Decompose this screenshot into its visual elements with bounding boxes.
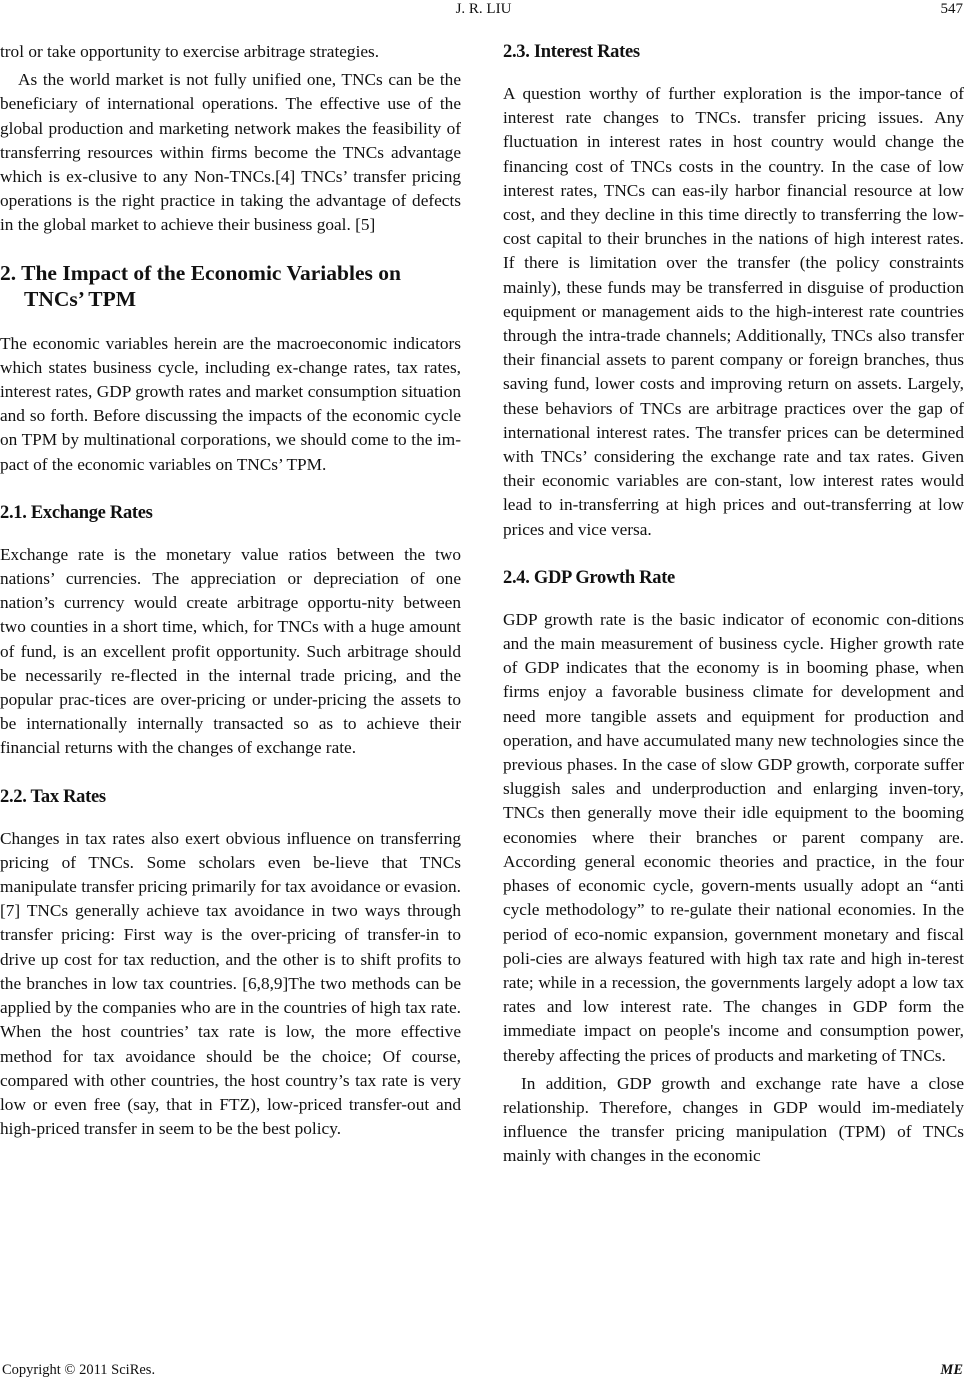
running-author: J. R. LIU (455, 1, 512, 17)
paragraph-continuation: trol or take opportunity to exercise arbitrage strategies. (0, 42, 380, 61)
paragraph: A question worthy of further exploration is the impor-tance of interest rate changes to TNCs. transfer pricing issues. Any fluctuation in interest rates in host country would change the financing cost of TNCs costs in the country. In the case of low interest rates, TNCs can eas-ily harbor financial resource at low cost, and they decline in this time directly to transferring the low-cost capital to their brunches in the nations of high interest rates. If there is limitation over the transfer (the policy constraints mainly), these funds may be transferred in disguise of production equipment or management aids to the high-interest rate countries through the intra-trade channels; Additionally, TNCs also transfer their financial assets to parent company or foreign branches, thus saving fund, lower costs and improving return on assets. Largely, these behaviors of TNCs are arbitrage practices over the gap of international interest rates. The transfer prices can be determined with TNCs’ considering the exchange rate and tax rates. Given their economic variables are con-stant, low interest rates would lead to in-transferring at high prices and out-transferring at low prices and vice versa. (503, 84, 964, 539)
subsection-heading: 2.3. Interest Rates (503, 42, 640, 62)
paragraph: Changes in tax rates also exert obvious influence on transferring pricing of TNCs. Some scholars even be-lieve that TNCs manipulate transfer pricing primarily for tax avoidance or evasion. [7] TNCs generally achieve tax avoidance in two ways through transfer pricing: First way is the over-pricing of transfer-in to drive up cost for tax reduction, and the other is to shift profits to the branches in low tax countries. [6,8,9]The two methods can be applied by the companies who are in the countries of high tax rate. When the host countries’ tax rate is low, the more effective method for tax avoidance should be the choice; Of course, compared with other countries, the host country’s tax rate is very low or even free (say, that in FTZ), low-priced transfer-out and high-priced transfer in seem to be the best policy. (0, 828, 461, 1139)
subsection-heading: 2.1. Exchange Rates (0, 502, 153, 523)
left-column (0, 40, 461, 1141)
paragraph: Exchange rate is the monetary value ratios between the two nations’ currencies. The appreciation or depreciation of one nation’s currency would create arbitrage opportu-nity between two counties in a short time, which, for TNCs with a huge amount of fund, is an excellent profit opportunity. Such arbitrage should be necessarily re-flected in the internal trade pricing, and the popular prac-tices are over-pricing or under-pricing the assets to be internationally internally transacted so as to achieve their financial returns with the changes of exchange rate. (0, 544, 461, 758)
journal-abbrev: ME (940, 1362, 963, 1378)
subsection-heading: 2.4. GDP Growth Rate (503, 567, 675, 588)
copyright-notice: Copyright © 2011 SciRes. (2, 1362, 156, 1378)
paragraph: In addition, GDP growth and exchange rate have a close relationship. Therefore, changes in GDP would im-mediately influence the transfer pricing manipulation (TPM) of TNCs mainly with changes in the economic (503, 1073, 964, 1166)
section-heading: 2. The Impact of the Economic Variables on TNCs’ TPM (0, 260, 401, 311)
paragraph: GDP growth rate is the basic indicator of economic con-ditions and the main measurement of business cycle. Higher growth rate of GDP indicates that the economy is in booming phase, when firms enjoy a favorable business climate for development and need more tangible assets and equipment for production and operation, and have accumulated many new technologies since the previous phases. In the case of slow GDP growth, corporate suffer sluggish sales and underproduction and enlarging inven-tory, TNCs then generally move their idle equipment to the booming economies where their branches or parent company are. According general economic theories and practice, in the four phases of economic cycle, govern-ments usually adopt an “anti cycle methodology” to re-gulate their national economies. In the period of eco-nomic expansion, government monetary and fiscal poli-cies are always featured with high tax rate and high in-terest rate; while in a recession, the governments largely adopt a low tax rates and low interest rate. The changes in GDP form the immediate impact on people's income and consumption power, thereby affecting the prices of products and marketing of TNCs. (503, 609, 964, 1065)
paragraph: The economic variables herein are the macroeconomic indicators which states business cycle, including ex-change rates, tax rates, interest rates, GDP growth rates and market consumption situation and so forth. Before discussing the impacts of the economic cycle on TPM by multinational corporations, we should come to the im-pact of the economic variables on TNCs’ TPM. (0, 333, 461, 474)
page-number: 547 (940, 1, 963, 17)
running-header (0, 0, 967, 22)
paragraph: As the world market is not fully unified one, TNCs can be the beneficiary of international operations. The effective use of the global production and marketing network makes the feasibility of transferring resources within firms become the TNCs advantage which is ex-clusive to any Non-TNCs.[4] TNCs’ transfer pricing operations is the right practice in taking the advantage of defects in the global market to achieve their business goal. [5] (0, 70, 461, 235)
subsection-heading: 2.2. Tax Rates (0, 786, 106, 807)
right-column (503, 40, 964, 1169)
